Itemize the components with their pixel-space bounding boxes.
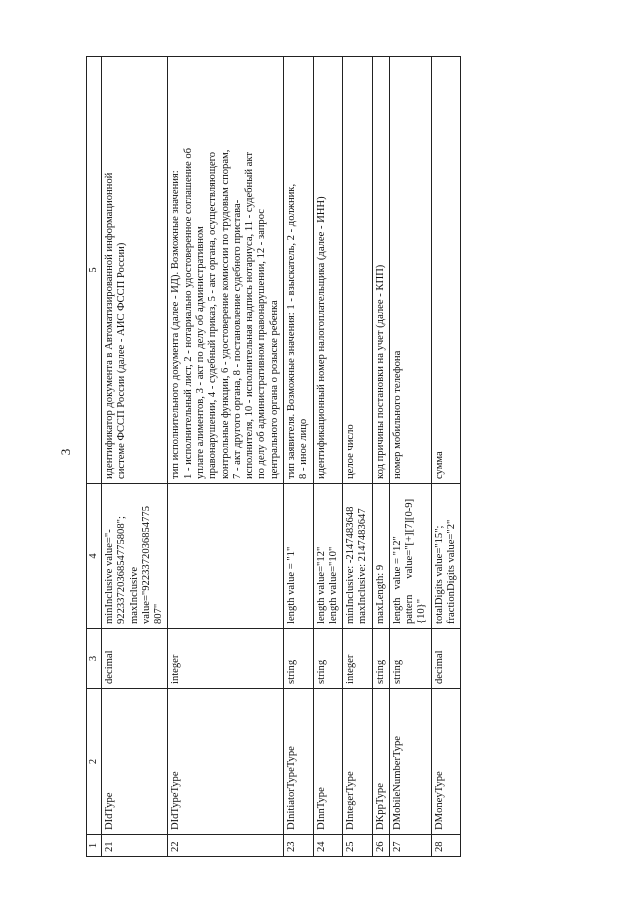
description-cell bbox=[389, 57, 431, 484]
restriction-cell-line: maxInclusive bbox=[128, 566, 140, 624]
table-body bbox=[102, 57, 461, 857]
header-col-1: 1 bbox=[87, 835, 102, 857]
description-cell-line: по делу об административном правонарушении, 12 - запрос bbox=[256, 209, 268, 479]
type-name-cell: DKppType bbox=[372, 689, 389, 835]
description-cell-line: 8 - иное лицо bbox=[298, 418, 310, 479]
description-cell bbox=[343, 57, 373, 484]
restriction-cell bbox=[431, 484, 461, 629]
restriction-cell-line: value="9223372036854775 bbox=[140, 506, 152, 624]
restriction-cell-line: pattern value="[+][7][0-9] bbox=[404, 498, 416, 624]
type-name-cell: DInitiatorTypeType bbox=[283, 689, 313, 835]
restriction-cell bbox=[102, 484, 168, 629]
base-type-cell: decimal bbox=[102, 629, 168, 689]
description-cell bbox=[372, 57, 389, 484]
description-cell-line: код причины постановки на учет (далее - КПП) bbox=[374, 264, 386, 479]
table-row bbox=[283, 57, 313, 857]
row-number-cell: 27 bbox=[389, 835, 431, 857]
restriction-cell bbox=[343, 484, 373, 629]
description-cell-line: контрольные функции, 6 - удостоверение комиссии по трудовым спорам, bbox=[219, 149, 231, 479]
table-row bbox=[313, 57, 343, 857]
restriction-cell-line: minInclusive: -2147483648 bbox=[345, 506, 357, 624]
row-number-cell: 21 bbox=[102, 835, 168, 857]
description-cell-line: сумма bbox=[433, 451, 445, 479]
description-cell-line: номер мобильного телефона bbox=[391, 350, 403, 479]
description-cell bbox=[283, 57, 313, 484]
page-number: 3 bbox=[58, 448, 73, 456]
restriction-cell-line: length value = "12" bbox=[391, 536, 403, 624]
data-type-table bbox=[86, 56, 461, 857]
type-name-cell: DIdTypeType bbox=[168, 689, 284, 835]
restriction-cell bbox=[313, 484, 343, 629]
restriction-cell-line: length value = "1" bbox=[285, 546, 297, 624]
row-number-cell: 28 bbox=[431, 835, 461, 857]
restriction-cell-line: 807" bbox=[153, 603, 165, 624]
restriction-cell-line: maxLength: 9 bbox=[374, 564, 386, 624]
description-cell-line: уплате алиментов, 3 - акт по делу об административном bbox=[194, 226, 206, 479]
table-row bbox=[102, 57, 168, 857]
restriction-cell-line: length value="12" bbox=[315, 546, 327, 624]
type-name-cell: DIdType bbox=[102, 689, 168, 835]
base-type-cell: decimal bbox=[431, 629, 461, 689]
row-number-cell: 23 bbox=[283, 835, 313, 857]
restriction-cell-line: totalDigits value="15"; bbox=[433, 525, 445, 624]
table-header-row bbox=[87, 57, 102, 857]
row-number-cell: 25 bbox=[343, 835, 373, 857]
base-type-cell: integer bbox=[343, 629, 373, 689]
description-cell-line: правонарушении, 4 - судебный приказ, 5 - акт органа, осуществляющего bbox=[207, 151, 219, 479]
table-row bbox=[343, 57, 373, 857]
restriction-cell bbox=[168, 484, 284, 629]
base-type-cell: string bbox=[372, 629, 389, 689]
restriction-cell-line: minInclusive value="- bbox=[104, 529, 115, 624]
restriction-cell bbox=[372, 484, 389, 629]
type-name-cell: DIntegerType bbox=[343, 689, 373, 835]
restriction-cell-line: {10}" bbox=[416, 598, 428, 624]
restriction-cell bbox=[283, 484, 313, 629]
description-cell-line: идентификационный номер налогоплательщика (далее - ИНН) bbox=[315, 196, 327, 479]
row-number-cell: 24 bbox=[313, 835, 343, 857]
description-cell-line: системе ФССП России (далее - АИС ФССП России) bbox=[116, 242, 128, 479]
base-type-cell: string bbox=[389, 629, 431, 689]
description-cell-line: 7 - акт другого органа, 8 - постановление судебного пристава- bbox=[231, 199, 243, 479]
restriction-cell-line: length value="10" bbox=[327, 546, 339, 624]
table-row bbox=[372, 57, 389, 857]
description-cell-line: тип исполнительного документа (далее - ИД). Возможные значения: bbox=[170, 170, 182, 479]
base-type-cell: string bbox=[283, 629, 313, 689]
description-cell-line: целое число bbox=[345, 424, 357, 479]
restriction-cell-line: maxInclusive: 2147483647 bbox=[357, 508, 369, 624]
restriction-cell-line: 9223372036854775808"; bbox=[116, 516, 128, 624]
description-cell-line: тип заявителя. Возможные значения: 1 - взыскатель, 2 - должник, bbox=[285, 183, 297, 479]
header-col-4: 4 bbox=[87, 484, 102, 629]
restriction-cell bbox=[389, 484, 431, 629]
row-number-cell: 26 bbox=[372, 835, 389, 857]
header-col-2: 2 bbox=[87, 689, 102, 835]
description-cell-line: центрального органа о розыске ребенка bbox=[268, 300, 280, 479]
description-cell bbox=[168, 57, 284, 484]
header-col-3: 3 bbox=[87, 629, 102, 689]
description-cell-line: 1 - исполнительный лист, 2 - нотариально удостоверенное соглашение об bbox=[182, 147, 194, 479]
row-number-cell: 22 bbox=[168, 835, 284, 857]
rotated-table-frame bbox=[86, 57, 548, 857]
type-name-cell: DMoneyType bbox=[431, 689, 461, 835]
description-cell bbox=[313, 57, 343, 484]
description-cell bbox=[102, 57, 168, 484]
table-row bbox=[389, 57, 431, 857]
base-type-cell: string bbox=[313, 629, 343, 689]
description-cell-line: идентификатор документа в Автоматизированной информационной bbox=[104, 172, 115, 479]
description-cell bbox=[431, 57, 461, 484]
description-cell-line: исполнителя, 10 - исполнительная надпись нотариуса, 11 - судебный акт bbox=[244, 152, 256, 479]
header-col-5: 5 bbox=[87, 57, 102, 484]
table-row bbox=[431, 57, 461, 857]
restriction-cell-line: fractionDigits value="2" bbox=[446, 519, 458, 624]
type-name-cell: DMobileNumberType bbox=[389, 689, 431, 835]
base-type-cell: integer bbox=[168, 629, 284, 689]
type-name-cell: DInnType bbox=[313, 689, 343, 835]
table-row bbox=[168, 57, 284, 857]
